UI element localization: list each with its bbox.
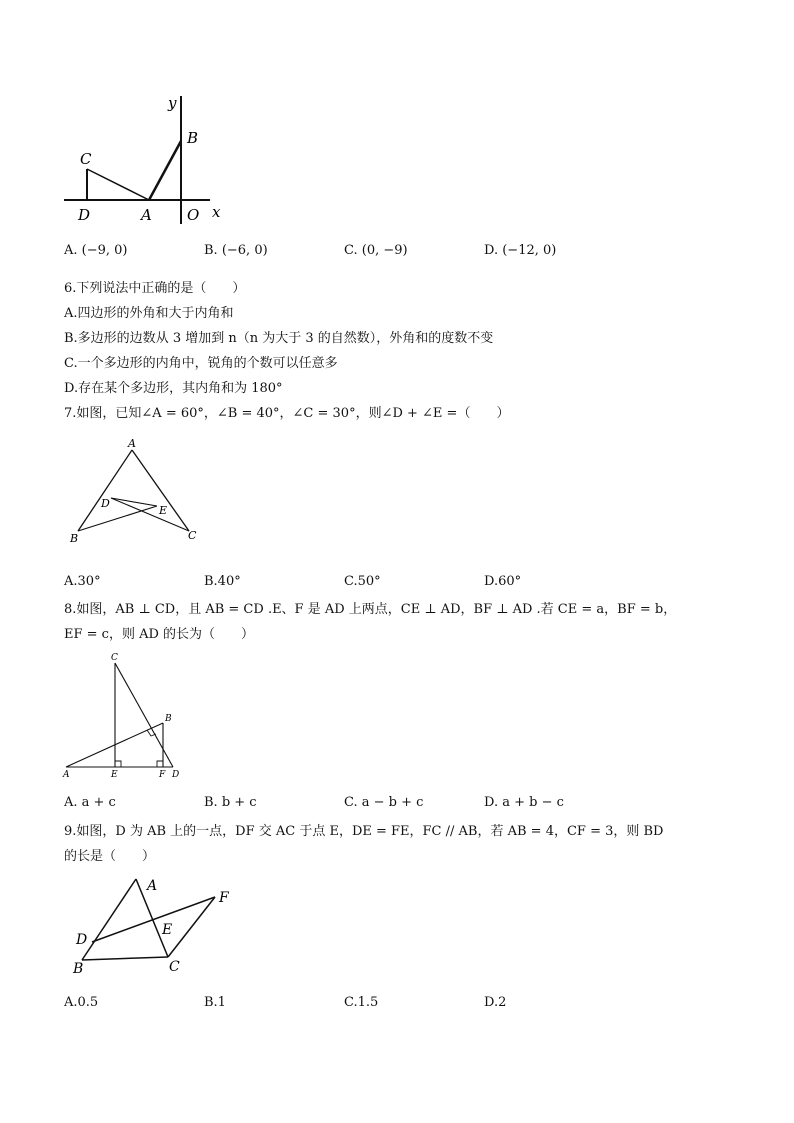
q7-segment-d-e [111,498,157,506]
q5-option-c[interactable]: C. (0, −9) [344,243,408,258]
q9-option-b[interactable]: B.1 [204,995,226,1010]
q5-option-b[interactable]: B. (−6, 0) [204,243,268,258]
q9-stem-line1: 9.如图，D 为 AB 上的一点，DF 交 AC 于点 E，DE = FE，FC // AB，若 AB = 4，CF = 3，则 BD [64,824,664,839]
q8-label-f: F [159,770,166,780]
q6-option-a[interactable]: A.四边形的外角和大于内角和 [64,306,234,321]
q9-label-c: C [169,959,180,975]
q9-side-ab [82,879,136,960]
q6-stem: 6.下列说法中正确的是（ ） [64,281,246,296]
q9-option-a[interactable]: A.0.5 [64,995,99,1010]
q7-stem: 7.如图，已知∠A = 60°，∠B = 40°，∠C = 30°，则∠D + ∠E =（ ） [64,406,510,421]
q8-option-d[interactable]: D. a + b − c [484,795,564,810]
q8-label-e: E [111,770,118,780]
q8-label-a: A [63,770,70,780]
q9-side-bc [82,957,168,960]
q7-option-b[interactable]: B.40° [204,574,241,589]
label-y: y [168,94,177,112]
q8-label-d: D [172,770,180,780]
q9-label-f: F [219,890,229,906]
q8-figure [60,650,190,782]
q7-label-c: C [188,529,197,542]
q7-option-a[interactable]: A.30° [64,574,101,589]
q7-side-ab [78,450,132,531]
label-b: B [187,129,199,147]
q9-label-b: B [73,961,84,977]
q7-segment-b-e [78,506,157,531]
q5-option-d[interactable]: D. (−12, 0) [484,243,557,258]
q7-figure [64,434,214,549]
q9-stem-line2: 的长是（ ） [64,849,156,864]
segment-ca [87,169,149,200]
q9-option-c[interactable]: C.1.5 [344,995,379,1010]
q9-label-d: D [76,932,88,948]
label-o: O [187,206,200,224]
q8-label-b: B [165,714,172,724]
q7-label-d: D [101,497,110,510]
q6-option-b[interactable]: B.多边形的边数从 3 增加到 n（n 为大于 3 的自然数），外角和的度数不变 [64,331,494,346]
label-c: C [80,150,92,168]
q8-option-c[interactable]: C. a − b + c [344,795,424,810]
q8-stem-line2: EF = c，则 AD 的长为（ ） [64,627,255,642]
q8-stem-line1: 8.如图，AB ⊥ CD，且 AB = CD .E、F 是 AD 上两点，CE ⊥ AD，BF ⊥ AD .若 CE = a，BF = b， [64,602,677,617]
q9-figure [70,872,240,977]
label-x: x [212,203,221,221]
q7-label-e: E [159,504,168,517]
q6-option-d[interactable]: D.存在某个多边形，其内角和为 180° [64,381,283,396]
q8-label-c: C [111,653,118,663]
q8-right-angle-f [157,761,163,767]
q9-option-d[interactable]: D.2 [484,995,507,1010]
segment-ab [149,141,181,200]
q8-option-b[interactable]: B. b + c [204,795,257,810]
q7-option-c[interactable]: C.50° [344,574,381,589]
q8-right-angle-e [115,761,121,767]
label-d: D [78,206,91,224]
q7-label-a: A [128,437,136,450]
q5-figure [60,92,240,232]
q7-option-d[interactable]: D.60° [484,574,522,589]
label-a: A [141,206,152,224]
q6-option-c[interactable]: C.一个多边形的内角中，锐角的个数可以任意多 [64,356,338,371]
q9-label-e: E [162,922,173,938]
q7-label-b: B [70,532,79,545]
q8-option-a[interactable]: A. a + c [64,795,116,810]
q9-label-a: A [147,878,158,894]
q5-option-a[interactable]: A. (−9, 0) [64,243,128,258]
